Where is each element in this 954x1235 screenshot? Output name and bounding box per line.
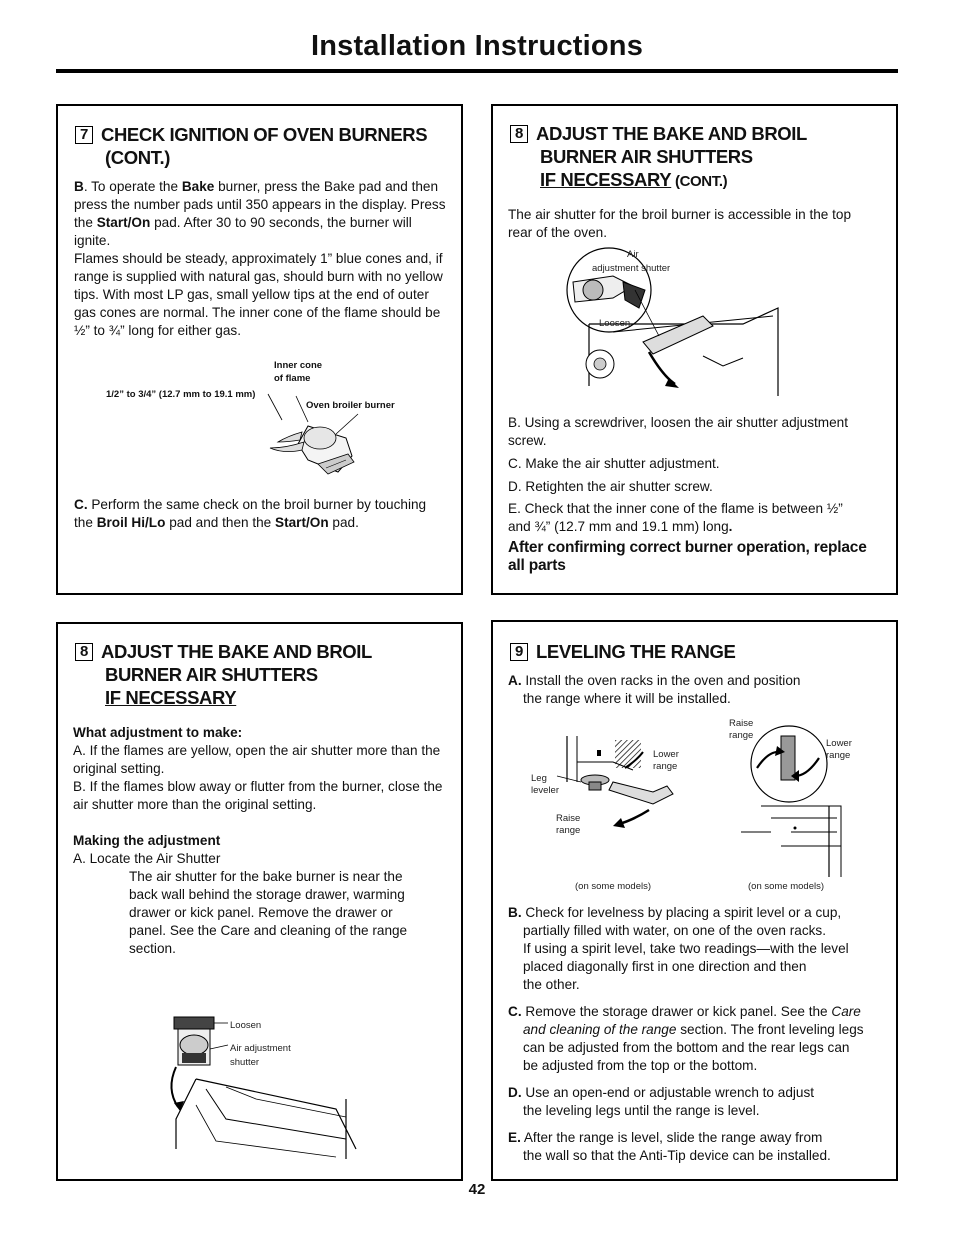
step9-e-text2: the wall so that the Anti-Tip device can be installed. — [523, 1148, 831, 1163]
step7-title-line2: (CONT.) — [105, 147, 171, 168]
step7-step-c — [74, 496, 446, 532]
bake-shutter-illustration — [166, 1009, 366, 1159]
step8-cont-step-b: B. Using a screwdriver, loosen the air shutter adjustment screw. — [508, 415, 849, 448]
step7-b-starton: Start/On — [96, 215, 151, 230]
step8-cont-e1: E. Check that the inner cone of the flame is between ½” and ¾” (12.7 mm and 19.1 mm) long — [508, 501, 843, 534]
step7-b-bake: Bake — [181, 179, 215, 194]
step8-cont-closing: After confirming correct burner operation, replace all parts — [508, 539, 867, 574]
step9-d-text2: the leveling legs until the range is level. — [523, 1103, 760, 1118]
step9-b-label: B. — [508, 905, 522, 920]
step8-title-line1: ADJUST THE BAKE AND BROIL — [101, 641, 372, 662]
fig-shutter-label: shutter — [230, 1057, 260, 1068]
step-number-8: 8 — [75, 643, 93, 661]
step9-heading — [510, 640, 735, 663]
step8-cont-heading — [510, 122, 807, 193]
page-number: 42 — [468, 1181, 486, 1198]
step7-c-starton: Start/On — [275, 515, 329, 530]
step7-c-text2: pad and then the — [165, 515, 276, 530]
fig1-leg-label: Leg — [531, 773, 547, 784]
step-number-7: 7 — [75, 126, 93, 144]
fig-air-adjustment-label: Air adjustment — [230, 1043, 291, 1054]
step9-panel — [491, 620, 898, 1181]
step7-title-line1: CHECK IGNITION OF OVEN BURNERS — [101, 124, 428, 145]
step7-c-text1: Perform the same check on the broil burner by touching the — [74, 497, 427, 530]
fig1-raise-label: Raise — [556, 813, 581, 824]
fig2-raise-label: Raise — [729, 718, 754, 729]
step7-c-label: C. — [74, 497, 88, 512]
step7-c-text3: pad. — [328, 515, 359, 530]
fig2-raise-range-label: range — [729, 730, 754, 741]
step9-b-text5: the other. — [523, 977, 580, 992]
step8-panel — [56, 622, 463, 1181]
step8-what-section — [73, 724, 443, 814]
title-rule — [56, 69, 898, 73]
fig1-leveler-label: leveler — [531, 785, 559, 796]
step9-title: LEVELING THE RANGE — [536, 641, 736, 662]
step7-b-label: B — [74, 179, 84, 194]
step7-heading — [75, 123, 427, 169]
step9-c-text5: be adjusted from the top or the bottom. — [523, 1058, 758, 1073]
fig1-lower-range-label: range — [653, 761, 678, 772]
step-number-9: 9 — [510, 643, 528, 661]
step8-cont-title-line2: BURNER AIR SHUTTERS — [540, 146, 753, 167]
fig1-raise-range-label: range — [556, 825, 581, 836]
step8-making-section — [73, 832, 443, 868]
step8-making-heading: Making the adjustment — [73, 833, 221, 848]
step9-d-text1: Use an open-end or adjustable wrench to adjust — [521, 1085, 815, 1100]
step8-making-body: The air shutter for the bake burner is near the back wall behind the storage drawer, warming drawer or kick panel. Remove the drawer or panel. See the Care and cleaning of the range section. — [129, 869, 408, 956]
step9-b-text4: placed diagonally first in one direction and then — [523, 959, 807, 974]
step9-c-text2: and cleaning of the range — [523, 1022, 677, 1037]
fig-of-flame-label: of flame — [274, 373, 311, 384]
step7-b-text3: pad. After 30 to 90 seconds, the burner will ignite. — [74, 215, 412, 248]
step-number-8-cont: 8 — [510, 125, 528, 143]
step9-step-e — [508, 1129, 880, 1165]
step9-step-d — [508, 1084, 880, 1120]
step9-c-italic: Care — [831, 1004, 861, 1019]
fig1-lower-label: Lower — [653, 749, 679, 760]
step7-step-b — [74, 178, 446, 250]
step9-c-label: C. — [508, 1004, 522, 1019]
step8-what-a: A. If the flames are yellow, open the air shutter more than the original setting. — [73, 743, 441, 776]
fig2-lower-range-label: range — [826, 750, 851, 761]
fig-measure-label: 1/2” to 3/4” (12.7 mm to 19.1 mm) — [106, 389, 256, 400]
fig1-models-label: (on some models) — [575, 881, 652, 892]
fig-inner-cone-label: Inner cone — [274, 360, 323, 371]
step8-what-heading: What adjustment to make: — [73, 725, 243, 740]
step9-e-text1: After the range is level, slide the range away from — [520, 1130, 823, 1145]
step8-cont-panel — [491, 104, 898, 595]
step9-b-text1: Check for levelness by placing a spirit level or a cup, — [521, 905, 842, 920]
page-title: Installation Instructions — [310, 30, 644, 62]
step8-cont-title-line3: IF NECESSARY — [540, 169, 672, 190]
step8-what-b: B. If the flames blow away or flutter from the burner, close the air shutter more than the original setting. — [73, 779, 443, 812]
step9-a-text1: Install the oven racks in the oven and position — [521, 673, 801, 688]
fig2-lower-label: Lower — [826, 738, 852, 749]
step7-panel — [56, 104, 463, 595]
fig-loosen-label-bake: Loosen — [230, 1020, 262, 1031]
step8-cont-step-d: D. Retighten the air shutter screw. — [508, 479, 713, 494]
fig-burner-label: Oven broiler burner — [306, 400, 395, 411]
step9-c-text4: can be adjusted from the bottom and the rear legs can — [523, 1040, 850, 1055]
step8-making-a: A. Locate the Air Shutter — [73, 851, 221, 866]
step9-step-a — [508, 672, 878, 708]
step7-flames-text: Flames should be steady, approximately 1” blue cones and, if range is supplied with natural gas, should burn with no yellow tips. With most LP gas, small yellow tips at the end of outer gas cones are normal. The inner cone of the flame should be ½” to ¾” long for either gas. — [74, 251, 443, 338]
step9-step-c — [508, 1003, 880, 1075]
step8-title-line3: IF NECESSARY — [105, 687, 237, 708]
fig-air-label: Air — [627, 249, 639, 260]
step8-cont-intro: The air shutter for the broil burner is accessible in the top rear of the oven. — [508, 207, 852, 240]
step9-step-b — [508, 904, 880, 994]
step8-cont-title-line1: ADJUST THE BAKE AND BROIL — [536, 123, 807, 144]
step9-d-label: D. — [508, 1085, 522, 1100]
step8-cont-step-c: C. Make the air shutter adjustment. — [508, 456, 720, 471]
step9-a-text2: the range where it will be installed. — [523, 691, 731, 706]
step7-c-broil: Broil Hi/Lo — [96, 515, 166, 530]
fig2-models-label: (on some models) — [748, 881, 825, 892]
step9-b-text2: partially filled with water, on one of the oven racks. — [523, 923, 826, 938]
step9-a-label: A. — [508, 673, 522, 688]
step8-cont-step-e — [508, 500, 868, 536]
step8-heading — [75, 640, 372, 709]
fig-loosen-label: Loosen — [599, 318, 631, 329]
step8-cont-e2: . — [728, 519, 733, 534]
step7-b-text1: . To operate the — [83, 179, 182, 194]
step9-e-label: E. — [508, 1130, 521, 1145]
step8-title-line2: BURNER AIR SHUTTERS — [105, 664, 318, 685]
step9-c-text1: Remove the storage drawer or kick panel. See the — [521, 1004, 832, 1019]
fig-adjustment-shutter-label: adjustment shutter — [592, 263, 671, 274]
step9-b-text3: If using a spirit level, take two readings—with the level — [523, 941, 849, 956]
step8-cont-title-cont: (CONT.) — [671, 173, 728, 190]
step9-c-text3: section. The front leveling legs — [676, 1022, 864, 1037]
flame-diagram-illustration — [248, 376, 368, 476]
step7-b-text2: burner, press the Bake pad and then press the number pads until 350 appears in the display. Press the — [74, 179, 446, 230]
